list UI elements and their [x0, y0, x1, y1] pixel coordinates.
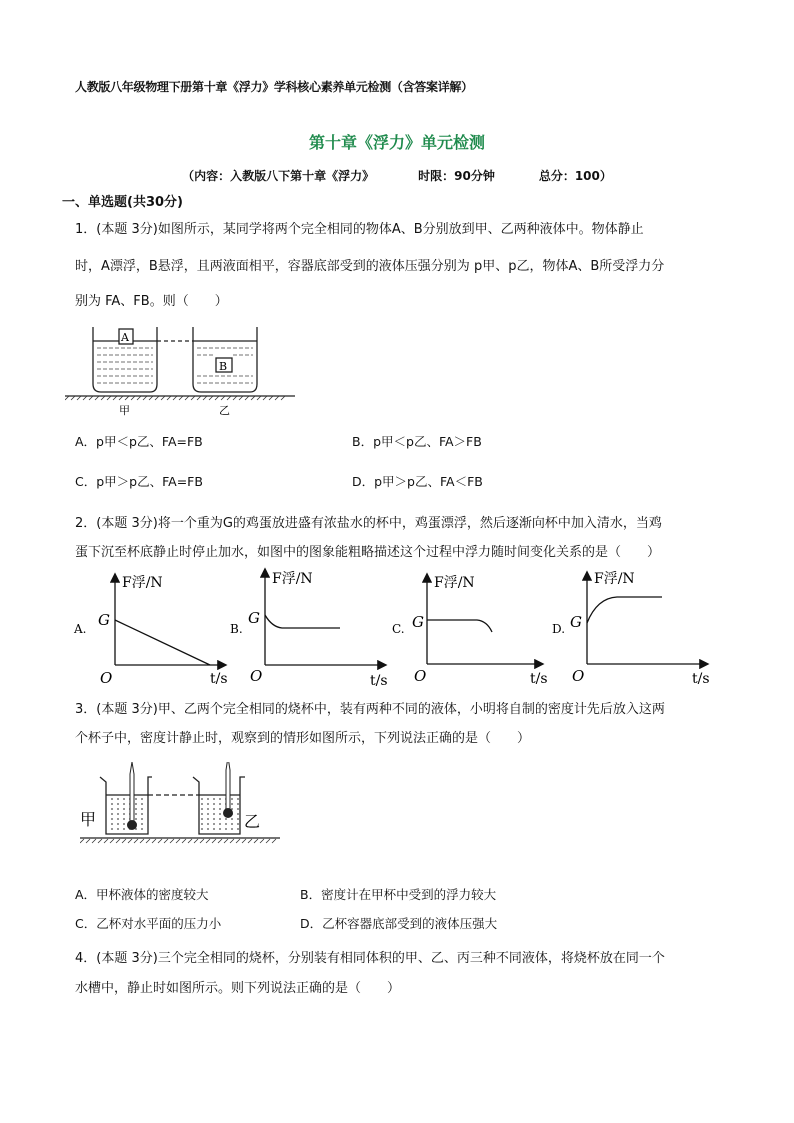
exam-content: （内容：入教版八下第十章《浮力》: [182, 169, 375, 183]
graph-origin-label: O: [250, 667, 263, 685]
q1-line: 时，A漂浮，B悬浮，且两液面相平，容器底部受到的液体压强分别为 p甲、p乙，物体A、B所受浮力分: [75, 259, 665, 274]
graph-g-label: G: [570, 613, 582, 631]
graph-x-label: t/s: [210, 671, 228, 687]
q2-line: 蛋下沉至杯底静止时停止加水，如图中的图象能粗略描述这个过程中浮力随时间变化关系的是（ ）: [75, 545, 661, 560]
graph-origin-label: O: [100, 669, 113, 687]
page-title: 第十章《浮力》单元检测: [308, 133, 485, 152]
q1-line: 别为 FA、FB。则（ ）: [75, 294, 228, 309]
exam-score: 总分：100）: [538, 169, 612, 183]
q1-option-a[interactable]: A．p甲＜p乙、FA=FB: [75, 434, 203, 449]
document-header: 人教版八年级物理下册第十章《浮力》学科核心素养单元检测（含答案详解）: [75, 80, 473, 94]
graph-g-label: G: [412, 613, 424, 631]
q3-option-d[interactable]: D．乙杯容器底部受到的液体压强大: [300, 916, 498, 931]
container-yi-label: 乙: [219, 404, 230, 417]
beaker-yi-label: 乙: [244, 812, 261, 831]
graph-option-label: C.: [392, 622, 405, 636]
object-b-label: B: [219, 360, 228, 373]
graph-curve: [587, 597, 662, 623]
graph-b[interactable]: [230, 570, 388, 689]
graph-origin-label: O: [572, 667, 585, 685]
graph-d[interactable]: [552, 571, 710, 687]
graph-option-label: A.: [74, 622, 87, 636]
graph-option-label: D.: [552, 622, 566, 636]
graph-curve: [427, 620, 492, 632]
graph-curve: [115, 620, 210, 665]
graph-a[interactable]: [73, 575, 228, 687]
q4-line: 水槽中，静止时如图所示。则下列说法正确的是（ ）: [75, 981, 401, 996]
graph-g-label: G: [98, 611, 110, 629]
graph-option-label: B.: [230, 622, 243, 636]
q1-option-d[interactable]: D．p甲＞p乙、FA＜FB: [352, 474, 483, 489]
q4-line: 4．(本题 3分)三个完全相同的烧杯，分别装有相同体积的甲、乙、丙三种不同液体，将烧杯放在同一个: [75, 951, 665, 966]
q2-graphs: [70, 565, 730, 690]
graph-origin-label: O: [414, 667, 427, 685]
q3-option-a[interactable]: A．甲杯液体的密度较大: [75, 887, 209, 902]
q1-option-b[interactable]: B．p甲＜p乙、FA＞FB: [352, 434, 482, 449]
graph-y-label: F浮/N: [594, 571, 635, 587]
graph-y-label: F浮/N: [434, 575, 475, 591]
q1-line: 1．(本题 3分)如图所示，某同学将两个完全相同的物体A、B分别放到甲、乙两种液体中。物体静止: [75, 222, 644, 237]
q3-line: 个杯子中，密度计静止时，观察到的情形如图所示，下列说法正确的是（ ）: [75, 731, 531, 746]
graph-y-label: F浮/N: [272, 571, 313, 587]
exam-time: 时限：90分钟: [418, 169, 495, 183]
graph-curve: [265, 615, 340, 628]
q3-figure: [80, 762, 280, 872]
q3-option-b[interactable]: B．密度计在甲杯中受到的浮力较大: [300, 887, 497, 902]
graph-y-label: F浮/N: [122, 575, 163, 591]
object-a-label: A: [121, 331, 129, 344]
section-heading: 一、单选题(共30分): [62, 195, 183, 210]
graph-c[interactable]: [392, 575, 548, 687]
graph-x-label: t/s: [370, 673, 388, 689]
q1-option-c[interactable]: C．p甲＞p乙、FA=FB: [75, 474, 203, 489]
exam-info: [0, 167, 794, 184]
beaker-jia-label: 甲: [80, 810, 97, 829]
graph-x-label: t/s: [530, 671, 548, 687]
q2-line: 2．(本题 3分)将一个重为G的鸡蛋放进盛有浓盐水的杯中，鸡蛋漂浮，然后逐渐向杯中加入清水，当鸡: [75, 516, 662, 531]
q3-line: 3．(本题 3分)甲、乙两个完全相同的烧杯中，装有两种不同的液体，小明将自制的密度计先后放入这两: [75, 702, 665, 717]
q1-figure: [65, 322, 295, 417]
q3-option-c[interactable]: C．乙杯对水平面的压力小: [75, 916, 222, 931]
container-jia-label: 甲: [119, 404, 130, 417]
graph-x-label: t/s: [692, 671, 710, 687]
graph-g-label: G: [248, 609, 260, 627]
